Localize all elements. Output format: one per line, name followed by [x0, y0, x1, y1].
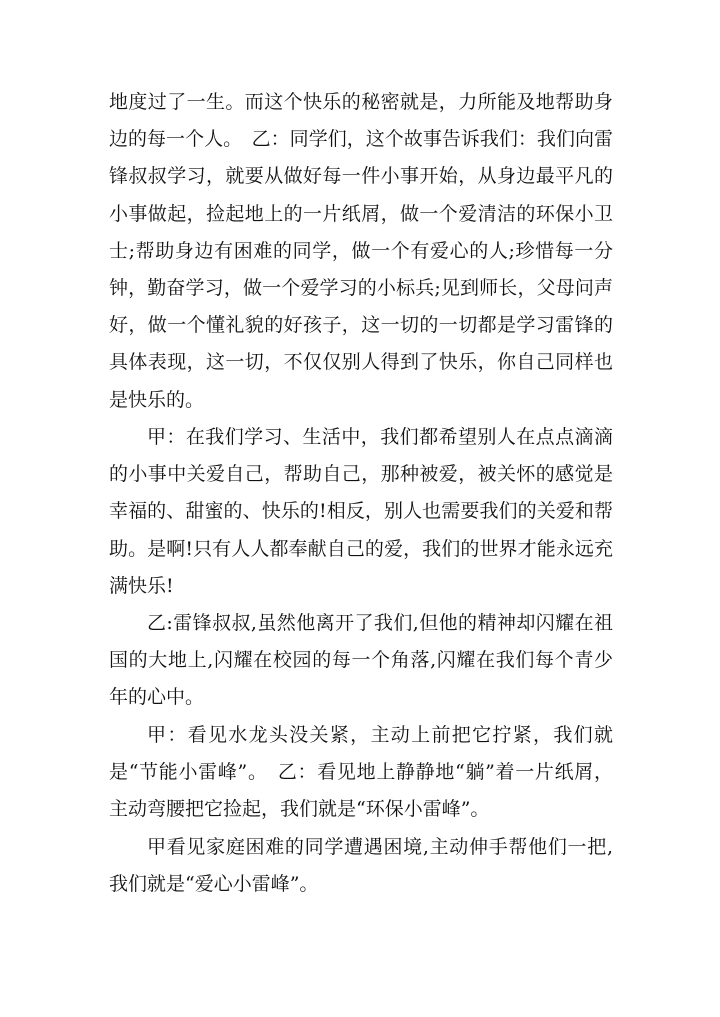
paragraph-4: 甲：看见水龙头没关紧，主动上前把它拧紧，我们就是“节能小雷峰”。 乙：看见地上静静地“躺”着一片纸屑，主动弯腰把它捡起，我们就是“环保小雷峰”。 [109, 724, 613, 821]
paragraph-3: 乙:雷锋叔叔,虽然他离开了我们,但他的精神却闪耀在祖国的大地上,闪耀在校园的每一个角落,闪耀在我们每个青少年的心中。 [109, 612, 613, 709]
paragraph-2: 甲：在我们学习、生活中，我们都希望别人在点点滴滴的小事中关爱自己，帮助自己，那种被爱，被关怀的感觉是幸福的、甜蜜的、快乐的!相反，别人也需要我们的关爱和帮助。是啊!只有人人都奉献自己的爱，我们的世界才能永远充满快乐! [109, 426, 613, 597]
paragraph-5: 甲看见家庭困难的同学遭遇困境,主动伸手帮他们一把,我们就是“爱心小雷峰”。 [109, 836, 613, 896]
paragraph-1: 地度过了一生。而这个快乐的秘密就是，力所能及地帮助身边的每一个人。 乙：同学们，这个故事告诉我们：我们向雷锋叔叔学习，就要从做好每一件小事开始，从身边最平凡的小事做起，捡起地上的一片纸屑，做一个爱清洁的环保小卫士;帮助身边有困难的同学，做一个有爱心的人;珍惜每一分钟，勤奋学习，做一个爱学习的小标兵;见到师长，父母问声好，做一个懂礼貌的好孩子，这一切的一切都是学习雷锋的具体表现，这一切，不仅仅别人得到了快乐，你自己同样也是快乐的。 [109, 91, 613, 411]
